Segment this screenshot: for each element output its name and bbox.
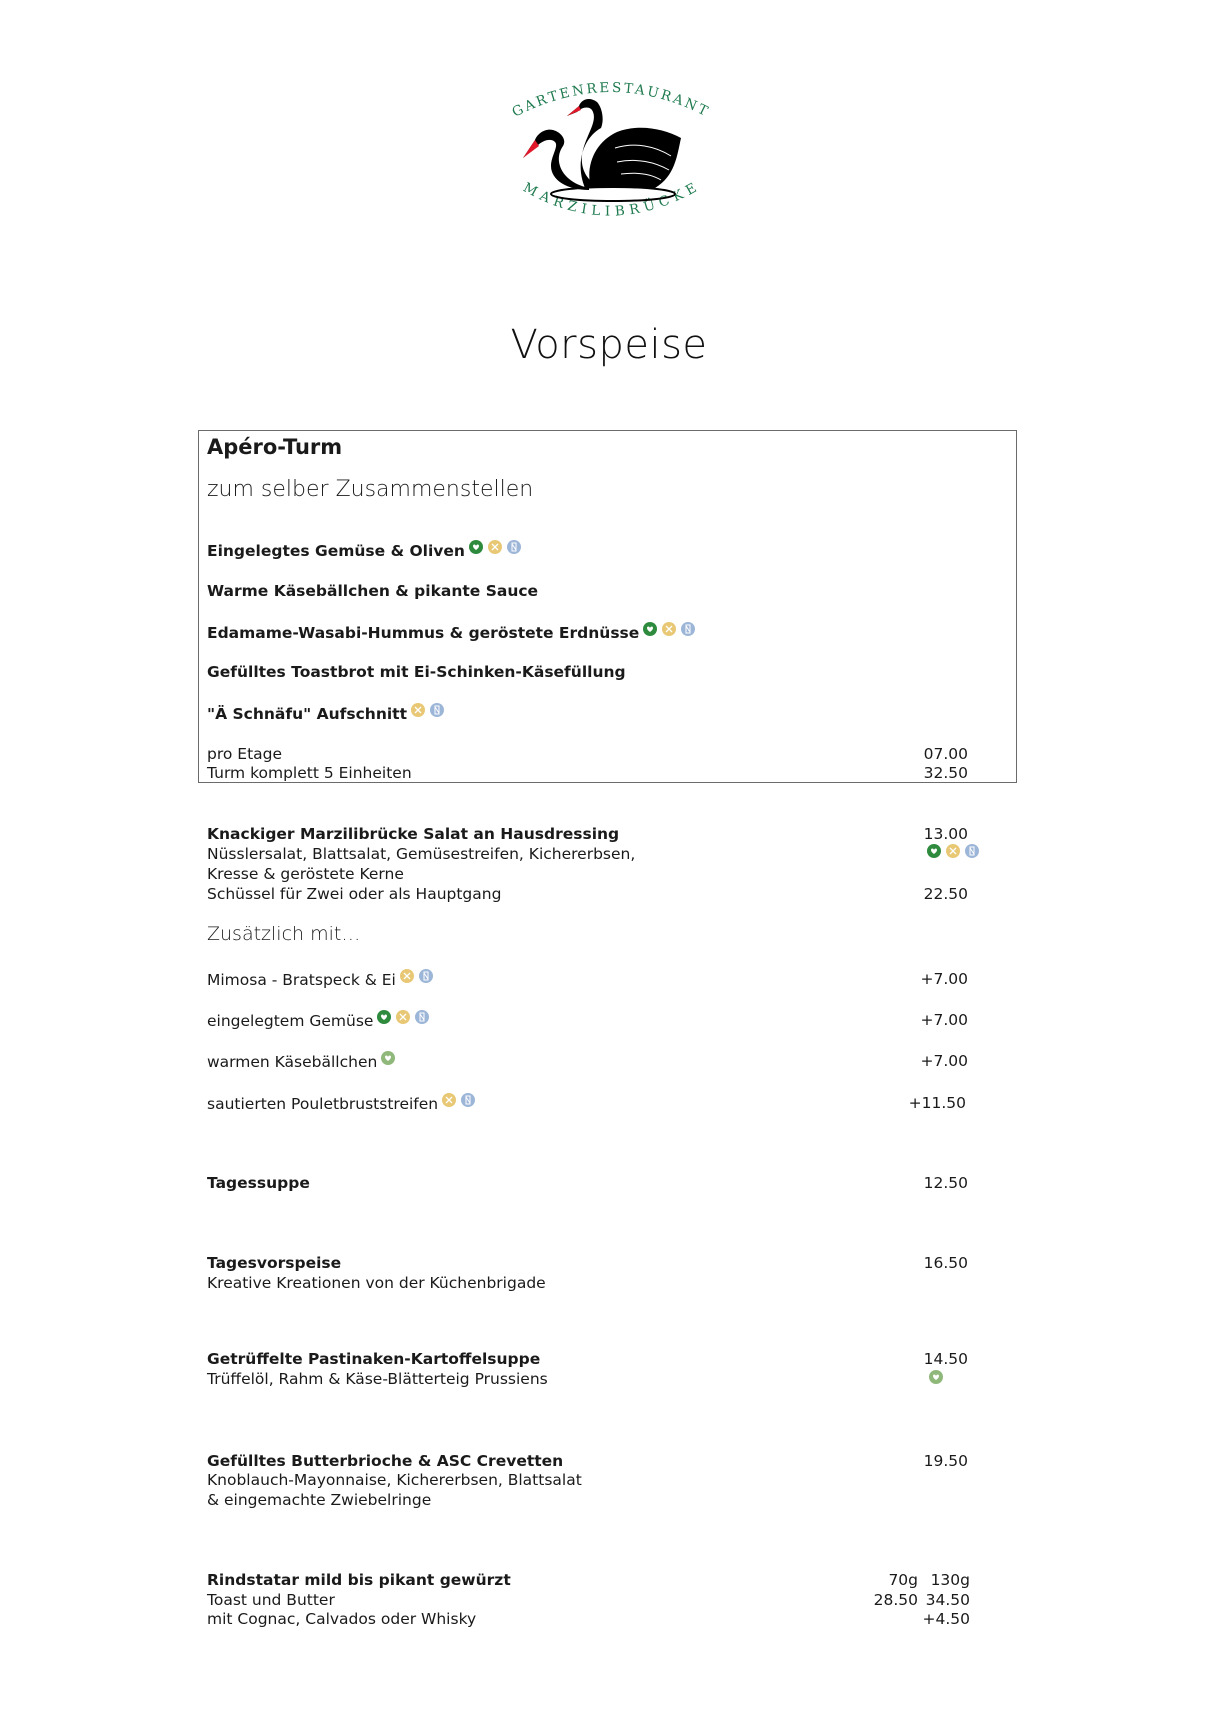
apero-price-label: Turm komplett 5 Einheiten xyxy=(207,764,412,782)
gluten-free-icon xyxy=(430,703,444,717)
apero-item xyxy=(207,703,444,724)
apero-item-name: Eingelegtes Gemüse & Oliven xyxy=(207,542,465,560)
apero-subtitle: zum selber Zusammenstellen xyxy=(207,477,534,502)
apero-title: Apéro-Turm xyxy=(207,435,343,459)
extra-price: +11.50 xyxy=(908,1094,966,1112)
apero-price-label: pro Etage xyxy=(207,745,283,763)
gluten-free-icon xyxy=(965,844,979,858)
tatar-line: mit Cognac, Calvados oder Whisky xyxy=(207,1610,477,1628)
gluten-free-icon xyxy=(507,540,521,554)
tatar-price-small: 28.50 xyxy=(873,1591,918,1609)
salad-description: Nüsslersalat, Blattsalat, Gemüsestreifen, Kichererbsen, xyxy=(207,845,636,863)
extra-price: +7.00 xyxy=(920,1011,968,1029)
lactose-free-icon xyxy=(411,703,425,717)
gluten-free-icon xyxy=(415,1010,429,1024)
salad-bowl-price: 22.50 xyxy=(923,885,968,903)
truffle-soup-description: Trüffelöl, Rahm & Käse-Blätterteig Prussiens xyxy=(207,1370,548,1388)
tatar-line: Toast und Butter xyxy=(207,1591,335,1609)
tatar-size-large: 130g xyxy=(930,1571,970,1589)
vegetarian-icon xyxy=(381,1051,395,1065)
extra-item-name: eingelegtem Gemüse xyxy=(207,1012,374,1030)
restaurant-logo xyxy=(505,76,717,236)
lactose-free-icon xyxy=(442,1093,456,1107)
extra-item xyxy=(207,969,433,990)
lactose-free-icon xyxy=(396,1010,410,1024)
truffle-soup-title: Getrüffelte Pastinaken-Kartoffelsuppe xyxy=(207,1350,541,1368)
brioche-price: 19.50 xyxy=(923,1452,968,1470)
extra-item xyxy=(207,1010,429,1031)
salad-price: 13.00 xyxy=(923,825,968,843)
apero-item-name: "Ä Schnäfu" Aufschnitt xyxy=(207,705,407,723)
apero-item-name: Gefülltes Toastbrot mit Ei-Schinken-Käsefüllung xyxy=(207,663,626,681)
apero-price: 07.00 xyxy=(923,745,968,763)
tatar-size-small: 70g xyxy=(888,1571,918,1589)
salad-title: Knackiger Marzilibrücke Salat an Hausdressing xyxy=(207,825,620,843)
apero-item xyxy=(207,581,538,601)
vegan-icon xyxy=(643,622,657,636)
logo-top-text: GARTENRESTAURANT xyxy=(509,79,713,121)
gluten-free-icon xyxy=(419,969,433,983)
daily-starter-price: 16.50 xyxy=(923,1254,968,1272)
lactose-free-icon xyxy=(662,622,676,636)
extra-price: +7.00 xyxy=(920,970,968,988)
salad-description: Kresse & geröstete Kerne xyxy=(207,865,404,883)
vegan-icon xyxy=(469,540,483,554)
lactose-free-icon xyxy=(946,844,960,858)
black-swans-icon xyxy=(505,76,717,236)
extras-heading: Zusätzlich mit… xyxy=(207,923,361,945)
apero-item xyxy=(207,540,521,561)
daily-starter-description: Kreative Kreationen von der Küchenbrigade xyxy=(207,1274,546,1292)
truffle-soup-price: 14.50 xyxy=(923,1350,968,1368)
apero-price: 32.50 xyxy=(923,764,968,782)
brioche-description: Knoblauch-Mayonnaise, Kichererbsen, Blattsalat xyxy=(207,1471,582,1489)
brioche-description: & eingemachte Zwiebelringe xyxy=(207,1491,432,1509)
apero-item-name: Warme Käsebällchen & pikante Sauce xyxy=(207,582,539,600)
extra-item xyxy=(207,1093,475,1114)
extra-price: +7.00 xyxy=(920,1052,968,1070)
tatar-price-large: 34.50 xyxy=(925,1591,970,1609)
vegetarian-icon xyxy=(929,1370,943,1384)
soup-title: Tagessuppe xyxy=(207,1174,310,1192)
apero-item-name: Edamame-Wasabi-Hummus & geröstete Erdnüsse xyxy=(207,624,640,642)
vegan-icon xyxy=(927,844,941,858)
logo-bottom-text: MARZILIBRÜCKE xyxy=(520,177,704,220)
tatar-title: Rindstatar mild bis pikant gewürzt xyxy=(207,1571,511,1589)
tatar-extra-price: +4.50 xyxy=(922,1610,970,1628)
gluten-free-icon xyxy=(681,622,695,636)
extra-item-name: Mimosa - Bratspeck & Ei xyxy=(207,971,396,989)
extra-item-name: sautierten Pouletbruststreifen xyxy=(207,1095,439,1113)
extra-item-name: warmen Käsebällchen xyxy=(207,1053,378,1071)
apero-item xyxy=(207,622,695,643)
page-title: Vorspeise xyxy=(510,322,708,368)
brioche-title: Gefülltes Butterbrioche & ASC Crevetten xyxy=(207,1452,564,1470)
salad-icons xyxy=(927,844,979,864)
truffle-soup-icons xyxy=(929,1369,943,1388)
daily-starter-title: Tagesvorspeise xyxy=(207,1254,342,1272)
gluten-free-icon xyxy=(461,1093,475,1107)
salad-bowl-label: Schüssel für Zwei oder als Hauptgang xyxy=(207,885,502,903)
apero-item xyxy=(207,662,626,682)
soup-price: 12.50 xyxy=(923,1174,968,1192)
extra-item xyxy=(207,1051,395,1072)
lactose-free-icon xyxy=(400,969,414,983)
lactose-free-icon xyxy=(488,540,502,554)
vegan-icon xyxy=(377,1010,391,1024)
